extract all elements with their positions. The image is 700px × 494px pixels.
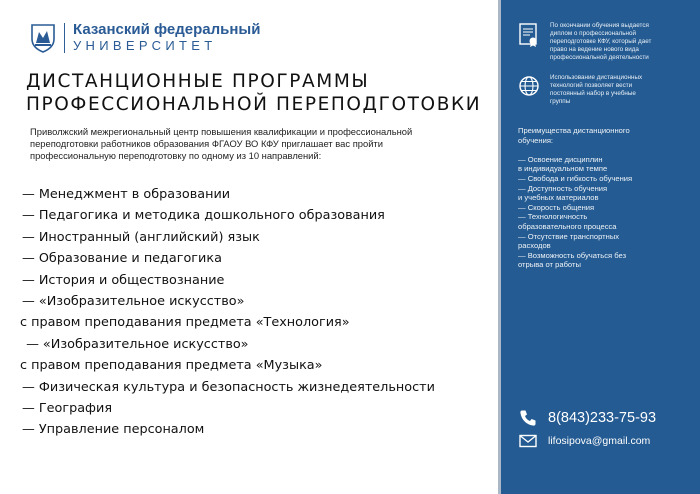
- benefit-line: расходов: [518, 241, 551, 251]
- intro-paragraph: [30, 126, 480, 162]
- program-item-continuation: с правом преподавания предмета «Музыка»: [20, 358, 323, 374]
- diploma-line: право на ведение нового вида: [550, 46, 639, 53]
- diploma-info: [518, 22, 700, 62]
- diploma-line: переподготовке КФУ, который дает: [550, 38, 652, 45]
- program-item: — Иностранный (английский) язык: [22, 229, 260, 245]
- logo-line-1: Казанский федеральный: [73, 21, 261, 38]
- phone-icon: [519, 409, 537, 427]
- benefits-heading: [518, 126, 688, 145]
- program-item: — Управление персоналом: [22, 422, 205, 438]
- phone-number[interactable]: 8(843)233-75-93: [548, 410, 657, 426]
- globe-icon: [518, 74, 540, 100]
- benefit-line: — Свобода и гибкость обучения: [518, 173, 633, 183]
- benefit-line: — Доступность обучения: [518, 183, 608, 193]
- logo-line-2: УНИВЕРСИТЕТ: [73, 38, 217, 53]
- program-item-continuation: с правом преподавания предмета «Технология»: [20, 315, 350, 331]
- benefits-heading-line: обучения:: [518, 135, 554, 145]
- benefits-block: [518, 126, 688, 270]
- phone-contact[interactable]: [519, 409, 656, 427]
- envelope-icon: [519, 432, 537, 450]
- benefit-line: в индивидуальном темпе: [518, 164, 608, 174]
- benefit-line: — Освоение дисциплин: [518, 154, 603, 164]
- intro-line-2: переподготовки работников образования ФГАОУ ВО КФУ приглашает вас пройти: [30, 138, 383, 149]
- email-contact[interactable]: [519, 432, 650, 450]
- distance-info: [518, 74, 700, 106]
- distance-line: технологий позволяет вести: [550, 82, 633, 89]
- benefit-line: и учебных материалов: [518, 193, 599, 203]
- distance-line: постоянный набор в учебные: [550, 90, 636, 97]
- diploma-line: По окончании обучения выдается: [550, 22, 649, 29]
- program-item: — Педагогика и методика дошкольного образования: [22, 208, 385, 224]
- kfu-logo: [30, 22, 260, 54]
- diploma-text: [550, 22, 700, 62]
- benefit-line: — Технологичность: [518, 212, 588, 222]
- sidebar: [498, 0, 700, 494]
- distance-text: [550, 74, 700, 106]
- program-list: [22, 184, 497, 441]
- diploma-line: профессиональной деятельности: [550, 54, 649, 61]
- intro-line-3: профессиональную переподготовку по одному из 10 направлений:: [30, 150, 322, 161]
- benefit-line: отрыва от работы: [518, 260, 581, 270]
- program-item: — История и обществознание: [22, 272, 225, 288]
- benefit-line: — Отсутствие транспортных: [518, 231, 620, 241]
- benefits-heading-line: Преимущества дистанционного: [518, 126, 630, 135]
- benefit-line: образовательного процесса: [518, 221, 617, 231]
- kfu-emblem-icon: [30, 23, 56, 53]
- program-item: — Физическая культура и безопасность жизнедеятельности: [22, 379, 435, 395]
- benefit-line: — Скорость общения: [518, 202, 595, 212]
- distance-line: Использование дистанционных: [550, 74, 643, 81]
- program-item: — «Изобразительное искусство»: [22, 293, 245, 309]
- program-item: — «Изобразительное искусство»: [22, 336, 249, 352]
- intro-line-1: Приволжский межрегиональный центр повышения квалификации и профессиональной: [30, 126, 413, 137]
- email-address[interactable]: lifosipova@gmail.com: [548, 435, 651, 447]
- page-title: [26, 70, 486, 116]
- title-line-2: ПРОФЕССИОНАЛЬНОЙ ПЕРЕПОДГОТОВКИ: [26, 94, 482, 115]
- diploma-line: диплом о профессиональной: [550, 30, 637, 37]
- logo-divider: [64, 23, 65, 53]
- program-item: — Образование и педагогика: [22, 251, 222, 267]
- distance-line: группы: [550, 98, 571, 105]
- title-line-1: ДИСТАНЦИОННЫЕ ПРОГРАММЫ: [26, 71, 370, 92]
- program-item: — Менеджмент в образовании: [22, 187, 231, 202]
- diploma-icon: [518, 22, 540, 48]
- benefit-line: — Возможность обучаться без: [518, 250, 627, 260]
- logo-text: [73, 22, 260, 54]
- program-item: — География: [22, 400, 113, 416]
